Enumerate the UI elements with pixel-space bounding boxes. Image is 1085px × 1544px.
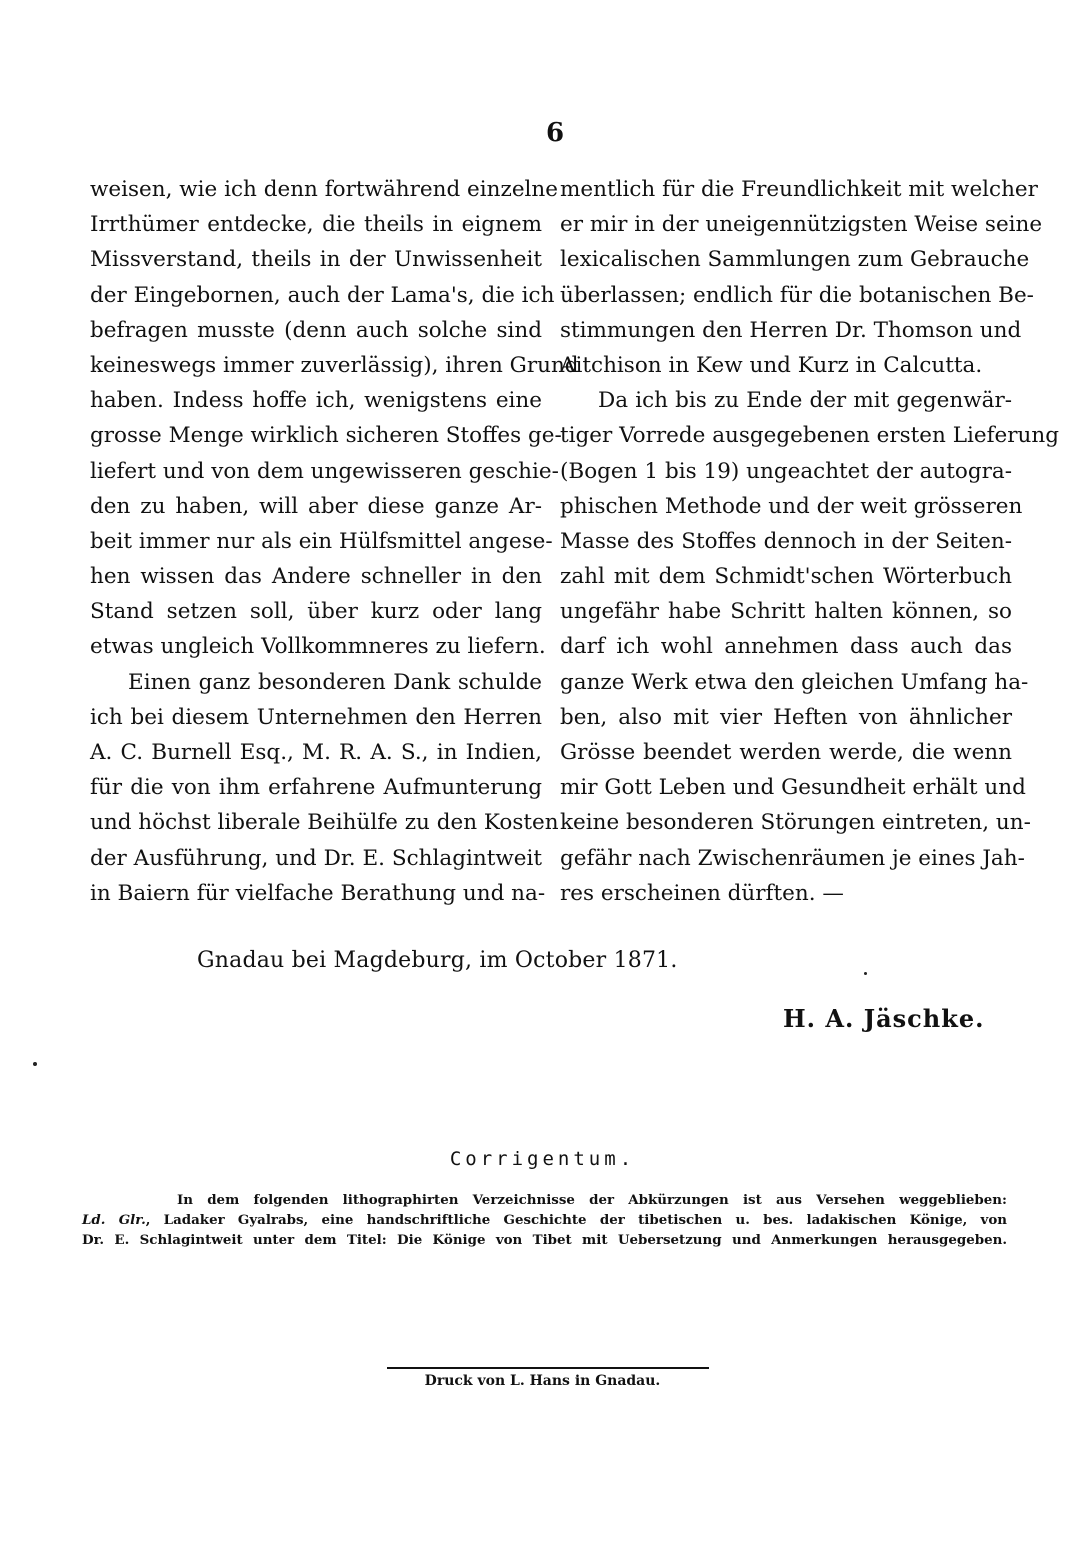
footer-rule (387, 1367, 709, 1369)
print-speck (33, 1062, 37, 1066)
corrigendum-line (82, 1210, 1007, 1230)
text-line: etwas ungleich Vollkommneres zu liefern. (90, 634, 546, 660)
text-line: lexicalischen Sammlungen zum Gebrauche (560, 247, 1030, 273)
corrigendum-line: In dem folgenden lithographirten Verzeichnisse der Abkürzungen ist aus Versehen weggeblieben: (177, 1192, 1007, 1208)
text-line: darf ich wohl annehmen dass auch das (560, 634, 1012, 660)
text-line: stimmungen den Herren Dr. Thomson und (560, 317, 1022, 343)
text-line: tiger Vorrede ausgegebenen ersten Lieferung (560, 423, 1059, 449)
text-line: Einen ganz besonderen Dank schulde (128, 669, 542, 695)
text-line: Da ich bis zu Ende der mit gegenwär- (598, 388, 1012, 414)
text-line: weisen, wie ich denn fortwährend einzelne (90, 177, 559, 202)
text-line: Stand setzen soll, über kurz oder lang (90, 599, 542, 625)
text-line: Masse des Stoffes dennoch in der Seiten- (560, 528, 1012, 554)
text-line: liefert und von dem ungewisseren geschie- (90, 458, 559, 484)
text-line: gefähr nach Zwischenräumen je eines Jah- (560, 845, 1025, 871)
text-line: mentlich für die Freundlichkeit mit welcher (560, 177, 1038, 202)
text-line: Grösse beendet werden werde, die wenn (560, 740, 1012, 765)
place-date-line: Gnadau bei Magdeburg, im October 1871. (197, 948, 678, 973)
corrigendum-line-text: , Ladaker Gyalrabs, eine handschriftliche Geschichte der tibetischen u. bes. ladakischen Könige, von (145, 1212, 1007, 1228)
text-line: Missverstand, theils in der Unwissenheit (90, 247, 542, 273)
text-line: zahl mit dem Schmidt'schen Wörterbuch (560, 564, 1012, 590)
text-line: ich bei diesem Unternehmen den Herren (90, 704, 542, 730)
text-line: (Bogen 1 bis 19) ungeachtet der autogra- (560, 458, 1012, 484)
text-line: für die von ihm erfahrene Aufmunterung (90, 775, 542, 801)
text-line: haben. Indess hoffe ich, wenigstens eine (90, 388, 542, 414)
text-line: ungefähr habe Schritt halten können, so (560, 599, 1012, 625)
text-line: grosse Menge wirklich sicheren Stoffes ge- (90, 423, 562, 449)
text-line: Aitchison in Kew und Kurz in Calcutta. (560, 352, 983, 378)
author-signature: H. A. Jäschke. (783, 1004, 985, 1033)
corrigendum-title: Corrigentum. (449, 1148, 636, 1170)
text-line: befragen musste (denn auch solche sind (90, 317, 542, 343)
text-line: res erscheinen dürften. — (560, 880, 844, 906)
text-line: hen wissen das Andere schneller in den (90, 564, 542, 590)
text-line: und höchst liberale Beihülfe zu den Kosten (90, 810, 559, 836)
text-line: ben, also mit vier Heften von ähnlicher (560, 704, 1012, 730)
text-line: überlassen; endlich für die botanischen Be- (560, 282, 1034, 308)
page-number: 6 (545, 118, 565, 148)
text-line: keine besonderen Störungen eintreten, un- (560, 810, 1031, 836)
left-column (90, 172, 579, 911)
abbreviation: Ld. Glr. (82, 1212, 146, 1228)
text-line: er mir in der uneigennützigsten Weise seine (560, 212, 1043, 238)
print-speck (864, 972, 867, 975)
text-line: ganze Werk etwa den gleichen Umfang ha- (560, 669, 1029, 695)
right-column (560, 172, 1059, 911)
corrigendum-line: Dr. E. Schlagintweit unter dem Titel: Die Könige von Tibet mit Uebersetzung und Anmerkungen herausgegeben. (82, 1232, 1007, 1248)
text-line: A. C. Burnell Esq., M. R. A. S., in Indien, (90, 740, 542, 765)
text-line: mir Gott Leben und Gesundheit erhält und (560, 775, 1026, 801)
text-line: Irrthümer entdecke, die theils in eignem (90, 212, 542, 238)
corrigendum-body (82, 1190, 1007, 1250)
printer-imprint: Druck von L. Hans in Gnadau. (424, 1373, 661, 1389)
text-line: der Eingebornen, auch der Lama's, die ich (90, 282, 555, 308)
text-line: den zu haben, will aber diese ganze Ar- (90, 493, 542, 519)
text-line: beit immer nur als ein Hülfsmittel angese- (90, 528, 553, 554)
text-line: keineswegs immer zuverlässig), ihren Grund (90, 352, 579, 378)
text-line: phischen Methode und der weit grösseren (560, 493, 1023, 519)
text-line: der Ausführung, und Dr. E. Schlagintweit (90, 845, 542, 871)
text-line: in Baiern für vielfache Berathung und na- (90, 880, 546, 906)
